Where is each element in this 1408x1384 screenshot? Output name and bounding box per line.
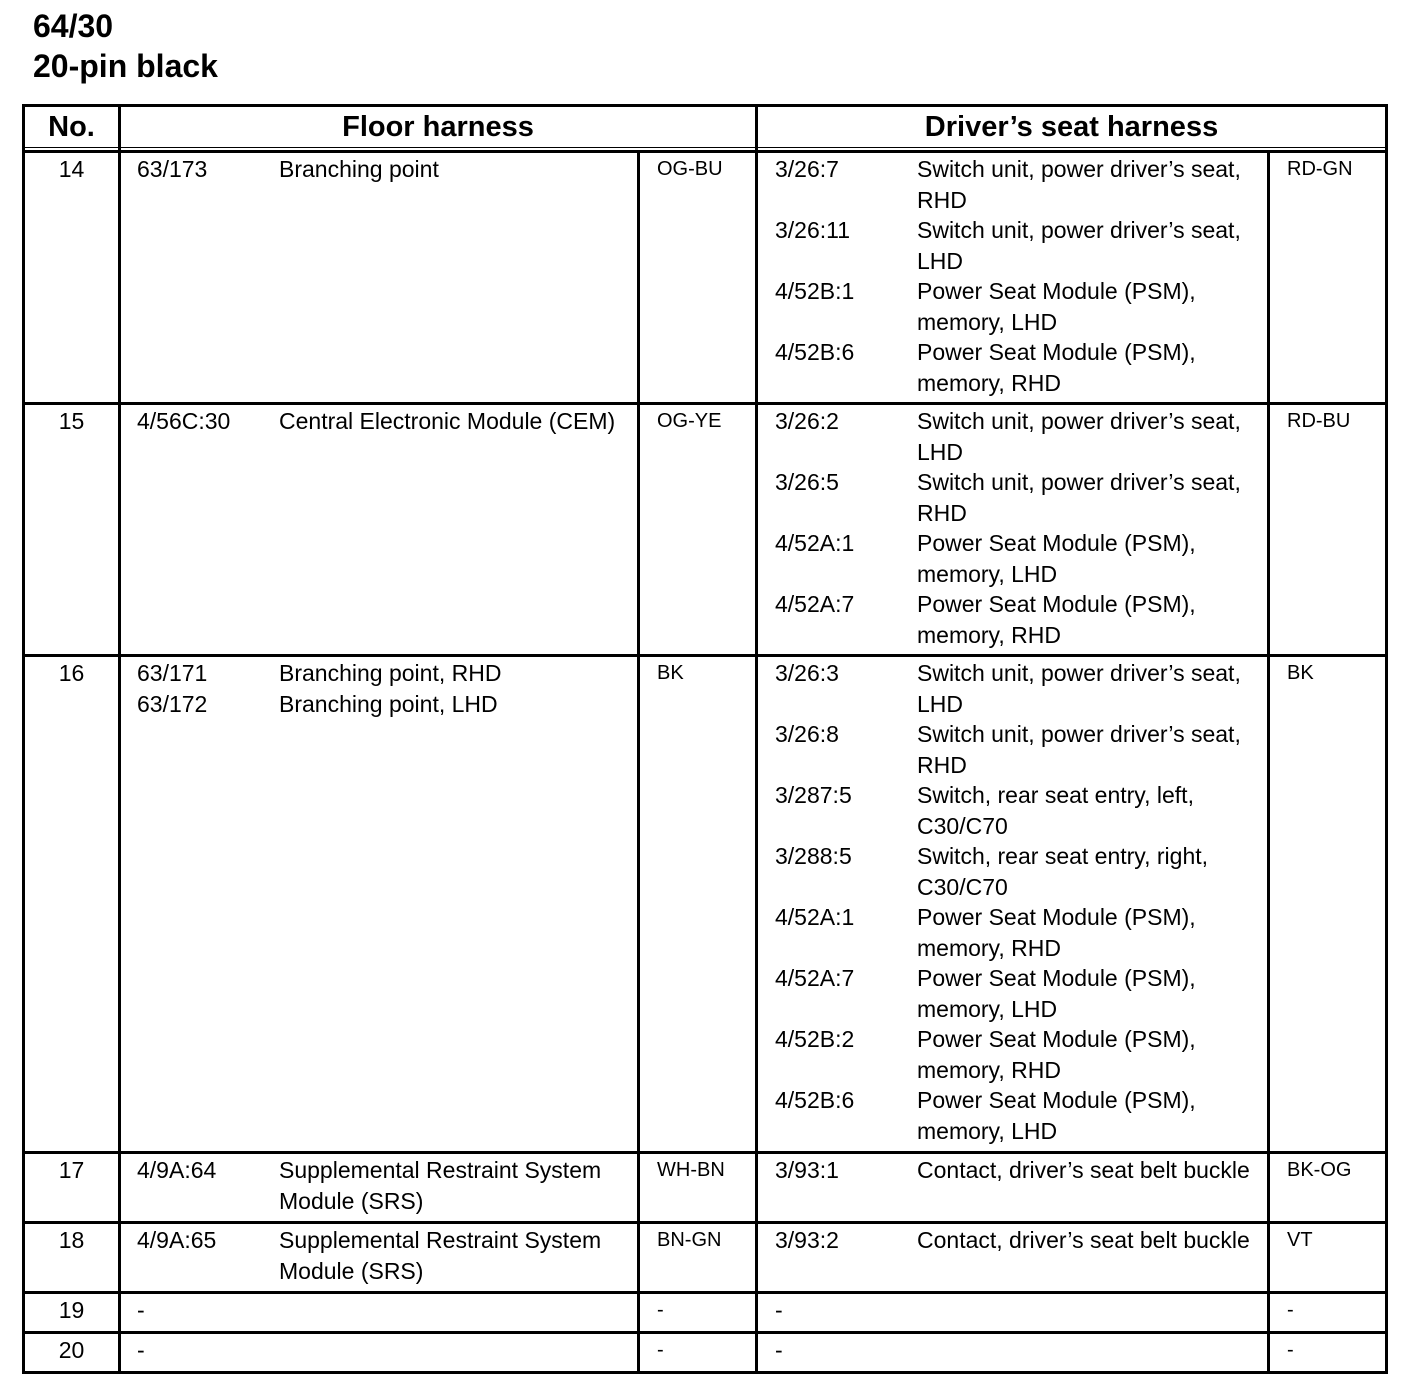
- component-description: [917, 1295, 1257, 1326]
- floor-wire-color: WH-BN: [639, 1153, 757, 1223]
- component-description: Supplemental Restraint System Module (SRS): [279, 1227, 602, 1284]
- floor-wire-color: BK: [639, 656, 757, 1153]
- connector-pin-code: 63/173: [137, 156, 208, 182]
- floor-connection: [121, 154, 637, 185]
- component-description: Switch unit, power driver’s seat, LHD: [917, 217, 1241, 274]
- component-description: Switch unit, power driver’s seat, LHD: [917, 408, 1241, 465]
- pin-number: 20: [24, 1333, 120, 1373]
- connector-pin-code: -: [775, 1297, 783, 1323]
- drv-connection: [758, 337, 1267, 398]
- component-description: Central Electronic Module (CEM): [279, 408, 616, 434]
- floor-harness-cell: [120, 1223, 639, 1293]
- driver-wire-color: -: [1269, 1333, 1387, 1373]
- driver-wire-color: BK-OG: [1269, 1153, 1387, 1223]
- drv-harness-cell: [757, 1333, 1269, 1373]
- component-description: Power Seat Module (PSM), memory, LHD: [917, 965, 1196, 1022]
- floor-harness-cell: [120, 1333, 639, 1373]
- drv-connection: [758, 963, 1267, 1024]
- component-description: Switch unit, power driver’s seat, RHD: [917, 721, 1241, 778]
- drv-harness-cell: [757, 1153, 1269, 1223]
- table-row: [24, 656, 1387, 1153]
- pin-number: 16: [24, 656, 120, 1153]
- connector-pin-code: -: [137, 1297, 145, 1323]
- floor-wire-color: BN-GN: [639, 1223, 757, 1293]
- drv-harness-cell: [757, 1293, 1269, 1333]
- component-description: Branching point, LHD: [279, 690, 498, 717]
- component-description: Power Seat Module (PSM), memory, RHD: [917, 591, 1196, 648]
- connector-pin-code: 4/52B:2: [775, 1026, 855, 1052]
- connector-pin-code: -: [137, 1337, 145, 1363]
- drv-connection: [758, 528, 1267, 589]
- connector-pin-code: 4/52B:6: [775, 1087, 855, 1113]
- driver-wire-color: RD-GN: [1269, 152, 1387, 404]
- pinout-table: [22, 104, 1388, 1374]
- connector-pin-code: 3/26:7: [775, 156, 839, 182]
- connector-pin-code: 3/26:11: [775, 217, 851, 243]
- floor-wire-color: OG-BU: [639, 152, 757, 404]
- component-description: Supplemental Restraint System Module (SRS): [279, 1157, 602, 1214]
- connector-pin-code: 4/52B:1: [775, 278, 855, 304]
- component-description: Switch, rear seat entry, right, C30/C70: [917, 843, 1209, 900]
- connector-pin-code: 63/171: [137, 660, 208, 686]
- floor-connection: [121, 658, 637, 689]
- drv-connection: [758, 1024, 1267, 1085]
- floor-wire-color: -: [639, 1293, 757, 1333]
- drv-connection: [758, 154, 1267, 215]
- component-description: Power Seat Module (PSM), memory, RHD: [917, 1026, 1196, 1083]
- connector-pin-code: 3/288:5: [775, 843, 852, 869]
- floor-harness-cell: [120, 404, 639, 656]
- drv-connection: [758, 658, 1267, 719]
- table-row: [24, 1333, 1387, 1373]
- connector-pin-code: 3/26:8: [775, 721, 839, 747]
- component-description: Power Seat Module (PSM), memory, RHD: [917, 339, 1196, 396]
- connector-pin-code: 4/52B:6: [775, 339, 855, 365]
- floor-connection: [121, 689, 637, 720]
- connector-number: 64/30: [33, 8, 114, 44]
- driver-wire-color: RD-BU: [1269, 404, 1387, 656]
- connector-pin-code: 4/9A:65: [137, 1227, 217, 1253]
- drv-connection: [758, 276, 1267, 337]
- component-description: Switch, rear seat entry, left, C30/C70: [917, 782, 1194, 839]
- table-header-row: [24, 106, 1387, 148]
- driver-wire-color: VT: [1269, 1223, 1387, 1293]
- header-no: No.: [24, 106, 120, 148]
- connector-title: [33, 6, 218, 86]
- pin-number: 14: [24, 152, 120, 404]
- connector-pin-code: 4/52A:7: [775, 965, 855, 991]
- connector-pin-code: 4/52A:7: [775, 591, 855, 617]
- component-description: [917, 1335, 1257, 1366]
- component-description: Switch unit, power driver’s seat, RHD: [917, 156, 1241, 213]
- component-description: Switch unit, power driver’s seat, RHD: [917, 469, 1241, 526]
- connector-pin-code: 3/26:2: [775, 408, 839, 434]
- pin-number: 19: [24, 1293, 120, 1333]
- floor-connection: [121, 1155, 637, 1216]
- drv-connection: [758, 1155, 1267, 1186]
- connector-pin-code: 3/93:2: [775, 1227, 839, 1253]
- drv-connection: [758, 1225, 1267, 1256]
- component-description: [279, 1335, 634, 1366]
- drv-connection: [758, 719, 1267, 780]
- floor-connection: [121, 406, 637, 437]
- connector-pin-code: 3/93:1: [775, 1157, 839, 1183]
- drv-connection: [758, 1085, 1267, 1146]
- drv-connection: [758, 1335, 1267, 1366]
- table-row: [24, 1153, 1387, 1223]
- drv-connection: [758, 780, 1267, 841]
- floor-harness-cell: [120, 1293, 639, 1333]
- driver-wire-color: BK: [1269, 656, 1387, 1153]
- component-description: Switch unit, power driver’s seat, LHD: [917, 660, 1241, 717]
- pin-number: 15: [24, 404, 120, 656]
- component-description: Power Seat Module (PSM), memory, LHD: [917, 278, 1196, 335]
- component-description: Power Seat Module (PSM), memory, LHD: [917, 530, 1196, 587]
- drv-connection: [758, 215, 1267, 276]
- component-description: Power Seat Module (PSM), memory, LHD: [917, 1087, 1196, 1144]
- connector-pin-code: 3/26:5: [775, 469, 839, 495]
- connector-pin-code: 3/26:3: [775, 660, 839, 686]
- table-body: [24, 152, 1387, 1373]
- connector-pin-code: 4/52A:1: [775, 904, 855, 930]
- connector-pin-code: 63/172: [137, 690, 208, 717]
- drv-connection: [758, 1295, 1267, 1326]
- header-floor-harness: Floor harness: [120, 106, 757, 148]
- floor-connection: [121, 1335, 637, 1366]
- connector-pin-code: -: [775, 1337, 783, 1363]
- drv-harness-cell: [757, 404, 1269, 656]
- pin-number: 18: [24, 1223, 120, 1293]
- floor-harness-cell: [120, 656, 639, 1153]
- drv-connection: [758, 902, 1267, 963]
- component-description: Contact, driver’s seat belt buckle: [917, 1157, 1250, 1183]
- header-drivers-seat-harness: Driver’s seat harness: [757, 106, 1387, 148]
- floor-wire-color: -: [639, 1333, 757, 1373]
- component-description: Power Seat Module (PSM), memory, RHD: [917, 904, 1196, 961]
- floor-harness-cell: [120, 1153, 639, 1223]
- floor-connection: [121, 1295, 637, 1326]
- connector-pin-code: 3/287:5: [775, 782, 852, 808]
- connector-description: 20-pin black: [33, 48, 218, 84]
- drv-connection: [758, 467, 1267, 528]
- floor-harness-cell: [120, 152, 639, 404]
- connector-pin-code: 4/52A:1: [775, 530, 855, 556]
- drv-harness-cell: [757, 1223, 1269, 1293]
- drv-harness-cell: [757, 152, 1269, 404]
- component-description: Contact, driver’s seat belt buckle: [917, 1227, 1250, 1253]
- drv-connection: [758, 406, 1267, 467]
- component-description: [279, 1295, 634, 1326]
- floor-wire-color: OG-YE: [639, 404, 757, 656]
- drv-harness-cell: [757, 656, 1269, 1153]
- connector-pin-code: 4/56C:30: [137, 408, 231, 434]
- connector-pin-code: 4/9A:64: [137, 1157, 217, 1183]
- component-description: Branching point: [279, 156, 439, 182]
- table-row: [24, 1293, 1387, 1333]
- pin-number: 17: [24, 1153, 120, 1223]
- table-row: [24, 152, 1387, 404]
- table-row: [24, 1223, 1387, 1293]
- drv-connection: [758, 841, 1267, 902]
- component-description: Branching point, RHD: [279, 660, 502, 686]
- drv-connection: [758, 589, 1267, 650]
- floor-connection: [121, 1225, 637, 1286]
- table-row: [24, 404, 1387, 656]
- driver-wire-color: -: [1269, 1293, 1387, 1333]
